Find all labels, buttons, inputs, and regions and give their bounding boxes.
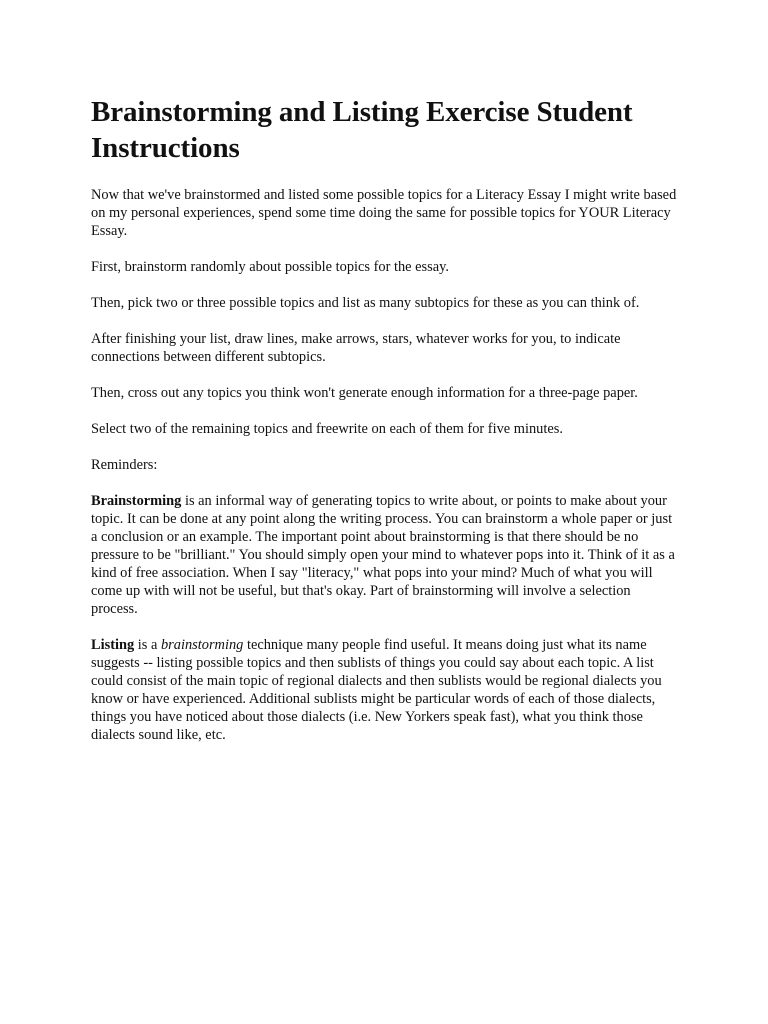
listing-definition: technique many people find useful. It means doing just what its name suggests -- listing possible topics and then sublists of things you could say about each topic. A list could consist of the main topic of regional dialects and then sublists would be regional dialects you know or have experienced. Additional sublists might be particular words of each of those dialects, things you have noticed about those dialects (i.e. New Yorkers speak fast), what you think those dialects sound like, etc. bbox=[91, 637, 662, 743]
step-draw-connections: After finishing your list, draw lines, make arrows, stars, whatever works for you, to indicate connections between different subtopics. bbox=[91, 331, 621, 365]
listing-term: Listing bbox=[91, 637, 135, 653]
listing-paragraph bbox=[91, 636, 678, 744]
step-cross-out: Then, cross out any topics you think won't generate enough information for a three-page paper. bbox=[91, 385, 638, 401]
listing-text-before: is a bbox=[134, 637, 161, 653]
brainstorming-definition: is an informal way of generating topics to write about, or points to make about your topic. It can be done at any point along the writing process. You can brainstorm a whole paper or just a conclusion or an example. The important point about brainstorming is that there should be no pressure to be "brilliant." You should simply open your mind to whatever pops into it. Think of it as a kind of free association. When I say "literacy," what pops into your mind? Much of what you will come up with will not be useful, but that's okay. Part of brainstorming will involve a selection process. bbox=[91, 493, 675, 617]
brainstorming-paragraph bbox=[91, 492, 678, 618]
intro-paragraph: Now that we've brainstormed and listed some possible topics for a Literacy Essay I might write based on my personal experiences, spend some time doing the same for possible topics for YOUR Literacy Essay. bbox=[91, 187, 677, 239]
step-pick-topics: Then, pick two or three possible topics and list as many subtopics for these as you can think of. bbox=[91, 295, 640, 311]
reminders-label: Reminders: bbox=[91, 457, 158, 473]
step-freewrite: Select two of the remaining topics and freewrite on each of them for five minutes. bbox=[91, 421, 563, 437]
step-brainstorm: First, brainstorm randomly about possible topics for the essay. bbox=[91, 259, 449, 275]
listing-emphasis: brainstorming bbox=[160, 637, 244, 653]
document-title: Brainstorming and Listing Exercise Student Instructions bbox=[91, 96, 633, 164]
brainstorming-term: Brainstorming bbox=[91, 493, 182, 509]
